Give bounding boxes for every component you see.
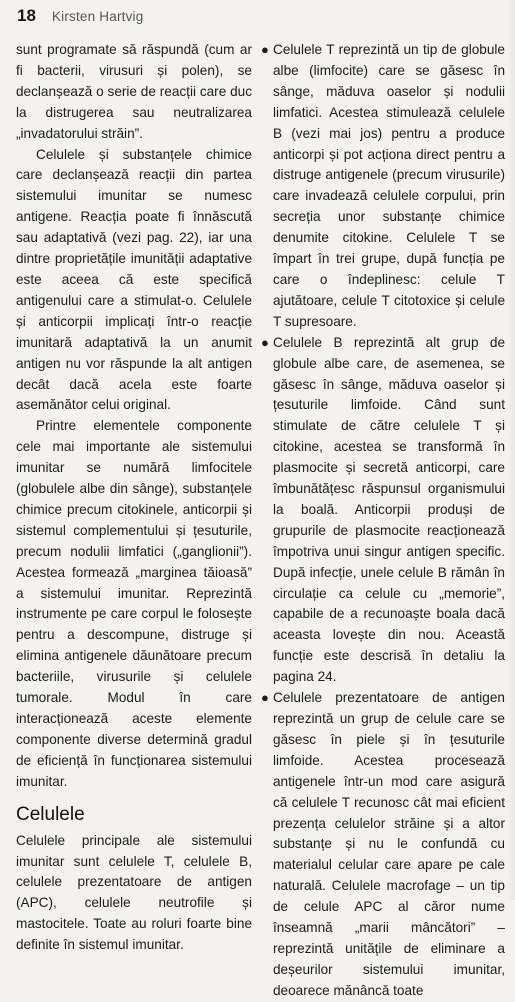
section-heading: Celulele (16, 803, 85, 825)
running-head-author: Kirsten Hartvig (51, 9, 144, 24)
right-column (261, 40, 505, 1002)
bullet-icon: ● (261, 690, 269, 706)
bullet-item (261, 40, 505, 333)
bullet-item (261, 688, 505, 1002)
bullet-item (261, 333, 505, 688)
body-paragraph: Celulele și substanțele chimice care declanșează reacții din partea sistemului imunitar se numesc antigene. Reacția poate fi înnăscută sau adaptativă (vezi pag. 22), iar una dintre proprietățile imunității adaptative este aceea că este specifică antigenului care a stimulat-o. Celulele și anticorpii implicați într-o reacție imunitară adaptativă la un anumit antigen nu vor răspunde la alt antigen decât dacă acela este foarte asemănător celui original. (16, 146, 252, 413)
section-paragraph: Celulele principale ale sistemului imunitar sunt celulele T, celulele B, celulele prezentatoare de antigen (APC), celulele neutrofile și mastocitele. Toate au roluri foarte bine definite în sistemul imunitar. (16, 832, 252, 953)
body-paragraph: sunt programate să răspundă (cum ar fi bacterii, virusuri și polen), se declanșează o serie de reacții care duc la distrugerea sau neutralizarea „invadatorului străin”. (16, 42, 252, 141)
bullet-icon: ● (261, 42, 269, 57)
bullet-text: Celulele B reprezintă alt grup de globule albe care, de asemenea, se găsesc în sânge, măduva oaselor și țesuturile limfoide. Când sunt stimulate de către celulele T și citokine, acestea se transformă în plasmocite și secretă anticorpi, care îmbunătățesc răspunsul organismului la boală. Anticorpii produși de grupurile de plasmocite reacționează împotriva unui singur antigen specific. După infecție, unele celule B rămân în circulație ca celule cu „memorie”, capabile de a recunoaște boala dacă aceasta lovește din nou. Această funcție este descrisă în detaliu la pagina 24. (273, 334, 505, 685)
left-column (16, 40, 252, 956)
page-edge-shadow (509, 0, 515, 900)
body-paragraph: Printre elementele componente cele mai importante ale sistemului imunitar se numără limfocitele (globulele albe din sânge), substanțele chimice precum citokinele, anticorpii și sistemul complementului și țesuturile, precum nodulii limfatici („ganglionii”). Acestea formează „marginea tăioasă” a sistemului imunitar. Reprezintă instrumente pe care corpul le folosește pentru a descompune, distruge și elimina antigenele dăunătoare precum bacteriile, virusurile și celulele tumorale. Modul în care interacționează aceste elemente componente diverse determină gradul de eficiență în funcționarea sistemului imunitar. (16, 418, 252, 789)
page-number: 18 (17, 6, 36, 25)
bullet-text: Celulele T reprezintă un tip de globule albe (limfocite) care se găsesc în sânge, măduva oaselor și nodulii limfatici. Acestea stimulează celulele B (vezi mai jos) pentru a produce anticorpi și pot acționa direct pentru a distruge antigenele (precum virusurile) care invadează celulele corpului, prin secreția unor substanțe chimice denumite citokine. Celulele T se împart în trei grupe, după funcția pe care o îndeplinesc: celule T ajutătoare, celule T citotoxice și celule T supresoare. (273, 42, 505, 329)
bullet-text: Celulele prezentatoare de antigen reprezintă un grup de celule care se găsesc în piele și în țesuturile limfoide. Acestea procesează antigenele într-un mod care asigură că celulele T recunosc cât mai eficient prezența celulelor străine și a altor substanțe și nu le confundă cu materialul celular care apare pe cale naturală. Celulele macrofage – un tip de celule APC al căror nume înseamnă „marii mâncători” – reprezintă unitățile de eliminare a deșeurilor sistemului imunitar, deoarece mănâncă toate (273, 690, 505, 998)
page-header (17, 6, 143, 34)
bullet-icon: ● (261, 334, 269, 350)
